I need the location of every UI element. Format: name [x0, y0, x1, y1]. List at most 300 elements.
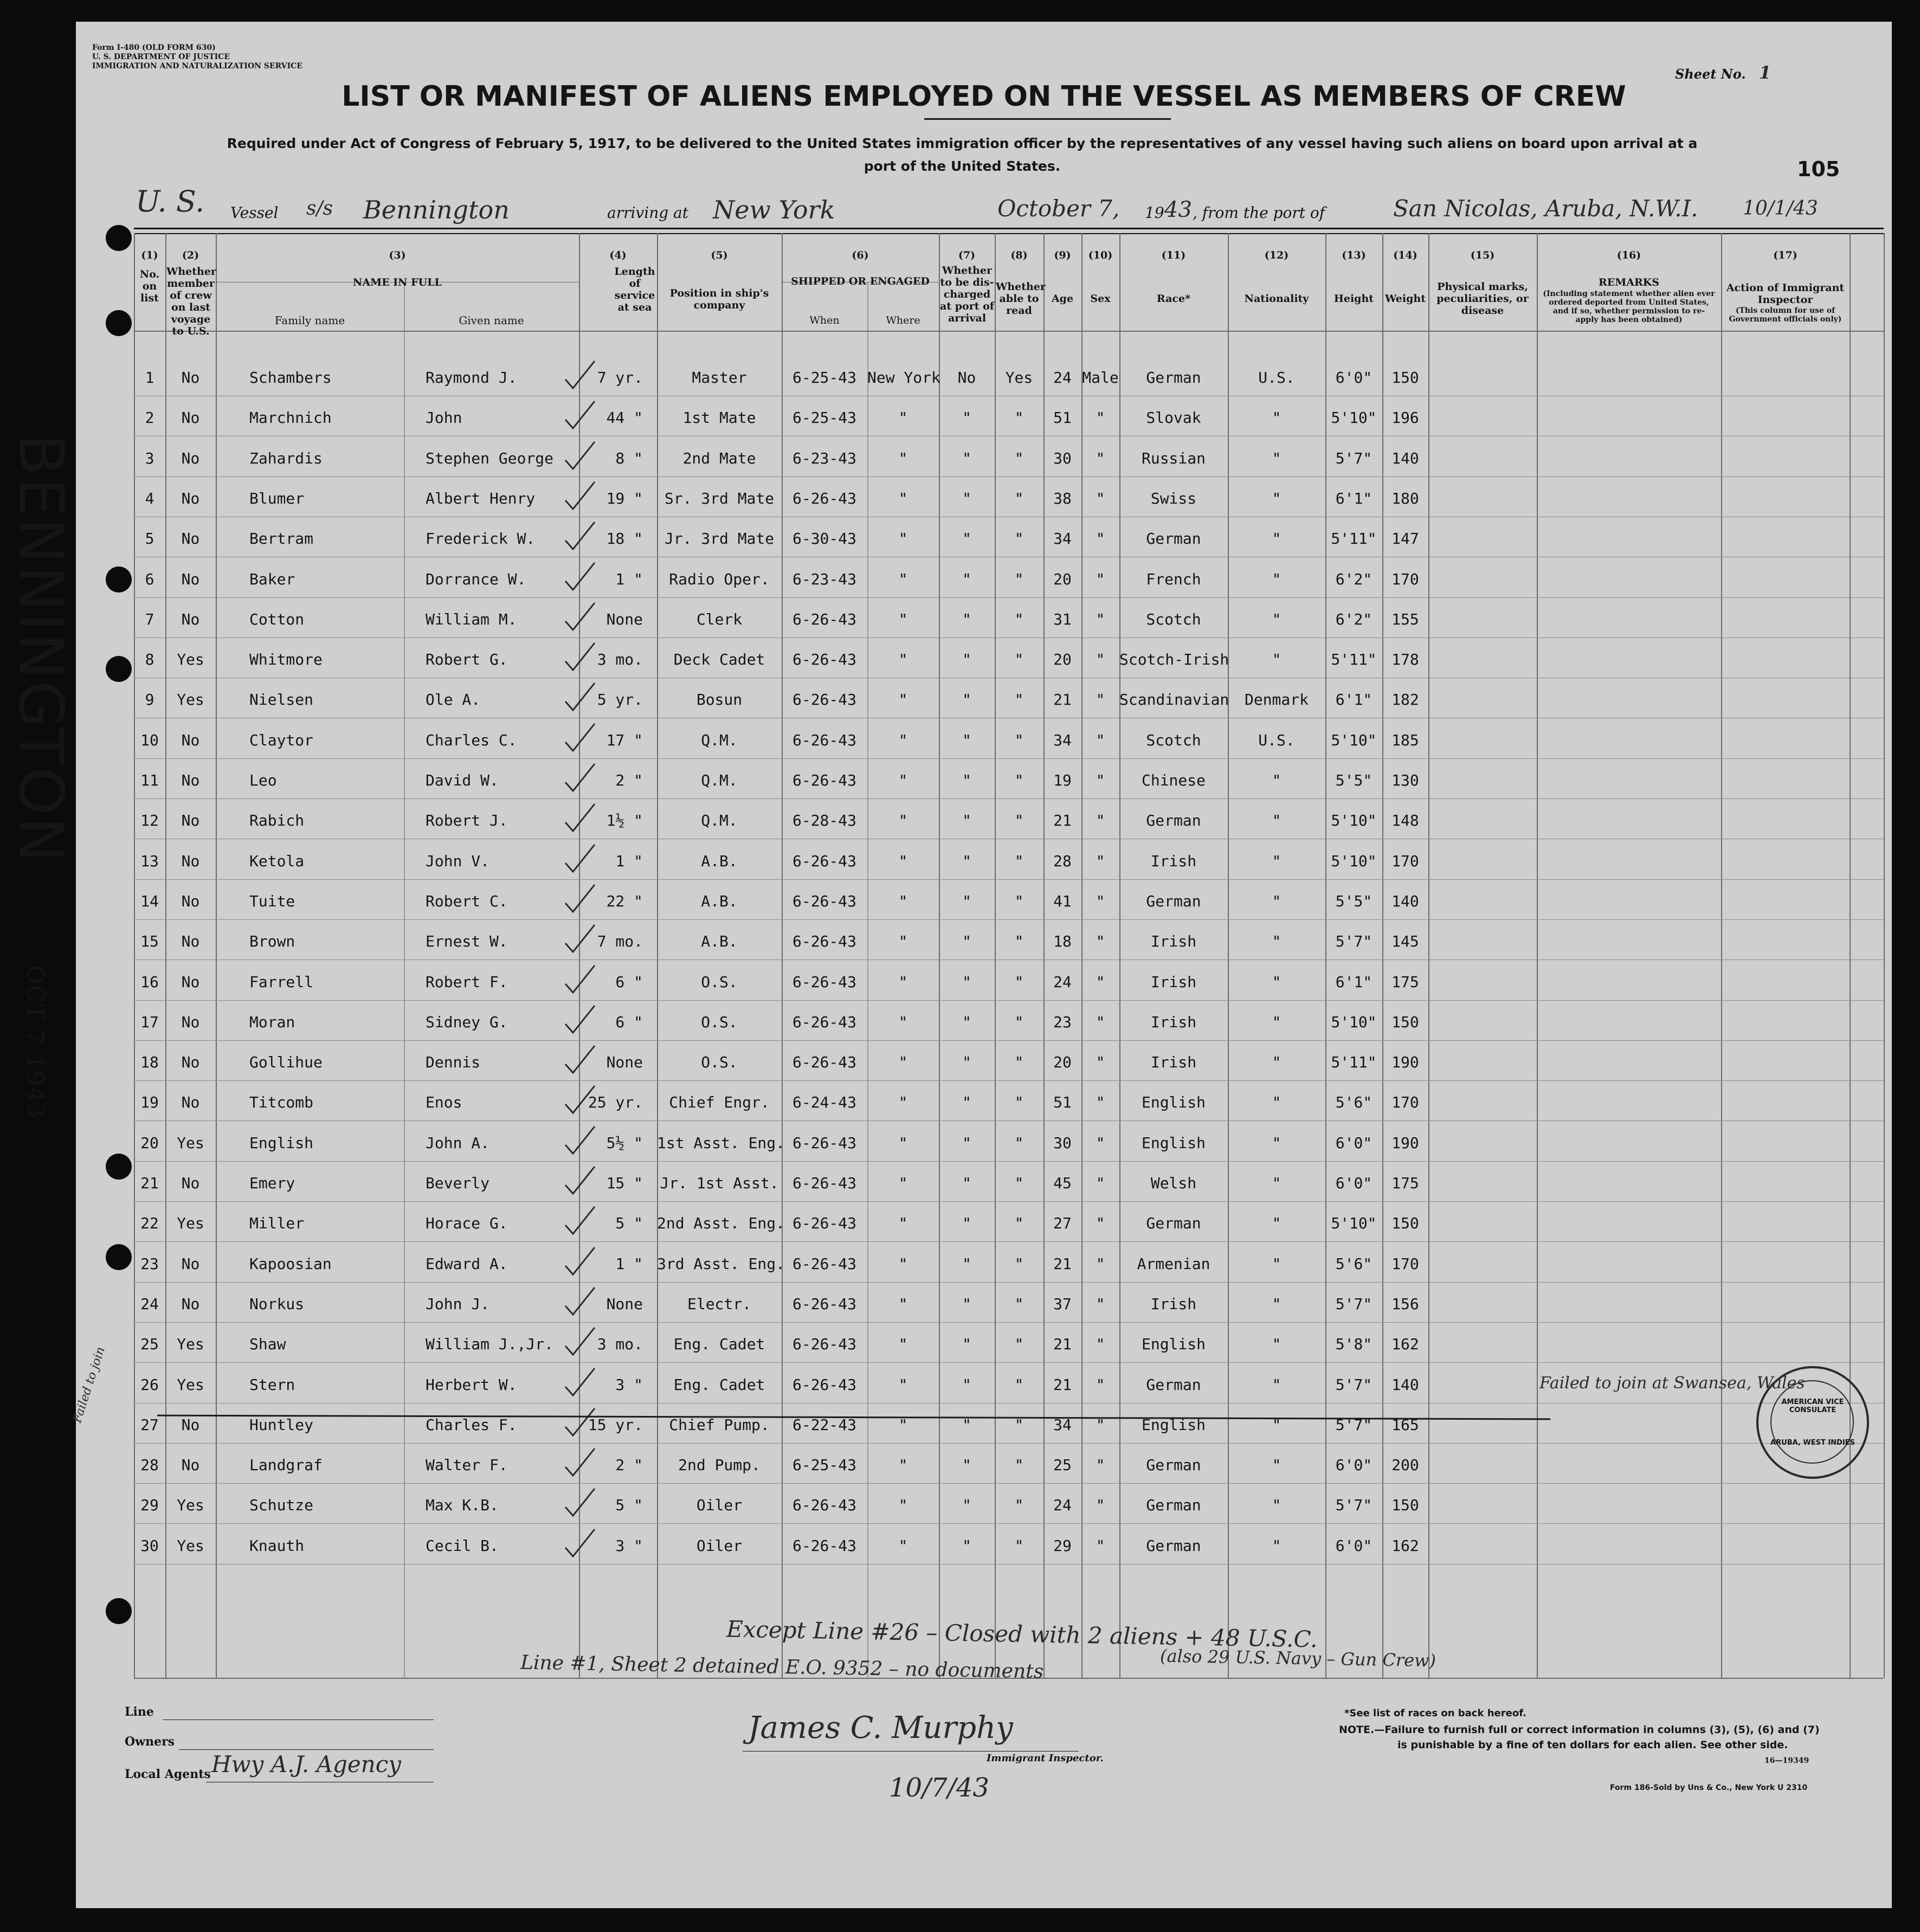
cell-age: 21	[1053, 1255, 1072, 1273]
cell-position: Chief Engr.	[669, 1093, 770, 1111]
cell-sex: "	[1096, 932, 1105, 950]
table-row	[76, 1295, 1892, 1317]
table-row	[76, 1376, 1892, 1398]
cell-height: 5'6"	[1335, 1255, 1373, 1273]
cell-age: 31	[1053, 610, 1072, 628]
cell-nationality: "	[1272, 490, 1281, 507]
cell-discharged: "	[962, 1416, 971, 1434]
cell-family-name: Schutze	[249, 1496, 314, 1514]
header-remarks-title: REMARKS	[1598, 276, 1660, 288]
cell-able-read: "	[1014, 1537, 1024, 1555]
cell-sex: "	[1096, 610, 1105, 628]
cell-sex: "	[1096, 973, 1105, 991]
cell-age: 20	[1053, 1053, 1072, 1071]
cell-race: Scotch	[1146, 731, 1201, 749]
cell-length-service: 6 "	[615, 973, 643, 991]
cell-family-name: Brown	[249, 932, 295, 950]
cell-last-voyage: No	[181, 1053, 200, 1071]
cell-when: 6-26-43	[792, 1537, 856, 1555]
cell-discharged: "	[962, 932, 971, 950]
cell-last-voyage: Yes	[177, 651, 204, 668]
cell-discharged: "	[962, 1174, 971, 1192]
cell-where: "	[898, 771, 908, 789]
cell-nationality: "	[1272, 1053, 1281, 1071]
row-rule	[134, 1000, 1884, 1001]
cell-weight: 140	[1391, 449, 1419, 467]
cell-sex: "	[1096, 1053, 1105, 1071]
cell-race: German	[1146, 1376, 1201, 1394]
cell-position: Clerk	[696, 610, 743, 628]
cell-height: 6'1"	[1335, 691, 1373, 709]
cell-nationality: "	[1272, 892, 1281, 910]
cell-discharged: "	[962, 1456, 971, 1474]
header-shipped: SHIPPED OR ENGAGED	[791, 275, 930, 287]
cell-when: 6-26-43	[792, 973, 856, 991]
manifest-sheet	[5, 22, 1892, 1908]
cell-nationality: "	[1272, 409, 1281, 427]
cell-line-no: 6	[145, 570, 154, 588]
cell-discharged: "	[962, 1335, 971, 1353]
cell-line-no: 13	[140, 852, 159, 870]
cell-height: 5'6"	[1335, 1093, 1373, 1111]
cell-nationality: "	[1272, 1134, 1281, 1152]
cell-height: 6'2"	[1335, 570, 1373, 588]
cell-discharged: "	[962, 1537, 971, 1555]
cell-where: "	[898, 1053, 908, 1071]
cell-race: Irish	[1150, 973, 1197, 991]
cell-race: Swiss	[1150, 490, 1197, 507]
cell-where: "	[898, 1376, 908, 1394]
cell-last-voyage: No	[181, 409, 200, 427]
cell-family-name: Schambers	[249, 369, 332, 387]
inspector-signature: James C. Murphy	[748, 1710, 1013, 1746]
cell-family-name: Norkus	[249, 1295, 305, 1313]
cell-when: 6-25-43	[792, 1456, 856, 1474]
row-rule	[134, 1161, 1884, 1162]
check-mark-icon	[561, 601, 599, 633]
cell-family-name: English	[249, 1134, 314, 1152]
cell-age: 29	[1053, 1537, 1072, 1555]
cell-position: 3rd Asst. Eng.	[657, 1255, 785, 1273]
cell-height: 5'8"	[1335, 1335, 1373, 1353]
cell-sex: "	[1096, 1335, 1105, 1353]
cell-height: 6'0"	[1335, 1537, 1373, 1555]
cell-able-read: "	[1014, 1013, 1024, 1031]
cell-last-voyage: Yes	[177, 1134, 204, 1152]
cell-length-service: 5 yr.	[597, 691, 643, 709]
check-mark-icon	[561, 1285, 599, 1318]
cell-able-read: "	[1014, 852, 1024, 870]
cell-length-service: 19 "	[606, 490, 643, 507]
cell-where: "	[898, 409, 908, 427]
table-row	[76, 691, 1892, 712]
cell-able-read: "	[1014, 651, 1024, 668]
row-rule	[134, 798, 1884, 799]
cell-discharged: "	[962, 852, 971, 870]
header-action: Action of Immigrant Inspector	[1726, 282, 1845, 306]
cell-nationality: "	[1272, 449, 1281, 467]
cell-family-name: Kapoosian	[249, 1255, 332, 1273]
cell-able-read: "	[1014, 530, 1024, 548]
cell-height: 5'10"	[1331, 1013, 1377, 1031]
cell-weight: 155	[1391, 610, 1419, 628]
cell-age: 34	[1053, 1416, 1072, 1434]
cell-nationality: "	[1272, 932, 1281, 950]
cell-height: 6'0"	[1335, 369, 1373, 387]
cell-race: German	[1146, 812, 1201, 829]
cell-discharged: "	[962, 812, 971, 829]
cell-sex: "	[1096, 1456, 1105, 1474]
cell-given-name: Stephen George	[426, 449, 554, 467]
cell-age: 34	[1053, 731, 1072, 749]
column-number: (11)	[1161, 249, 1186, 261]
cell-age: 18	[1053, 932, 1072, 950]
cell-where: "	[898, 651, 908, 668]
cell-height: 5'10"	[1331, 812, 1377, 829]
cell-line-no: 26	[140, 1376, 159, 1394]
check-mark-icon	[561, 1084, 599, 1116]
cell-discharged: "	[962, 892, 971, 910]
cell-height: 5'7"	[1335, 1376, 1373, 1394]
cell-given-name: John	[426, 409, 462, 427]
cell-last-voyage: Yes	[177, 1214, 204, 1232]
column-number: (9)	[1054, 249, 1071, 261]
cell-race: Irish	[1150, 852, 1197, 870]
cell-where: "	[898, 490, 908, 507]
column-number: (10)	[1088, 249, 1113, 261]
inspector-label: Immigrant Inspector.	[987, 1753, 1104, 1764]
cell-last-voyage: Yes	[177, 1496, 204, 1514]
cell-race: Armenian	[1137, 1255, 1210, 1273]
column-number: (14)	[1393, 249, 1418, 261]
cell-last-voyage: Yes	[177, 691, 204, 709]
cell-height: 6'0"	[1335, 1134, 1373, 1152]
column-number: (7)	[958, 249, 976, 261]
cell-nationality: "	[1272, 1416, 1281, 1434]
cell-race: German	[1146, 1496, 1201, 1514]
cell-line-no: 23	[140, 1255, 159, 1273]
margin-note: Failed to join	[70, 1345, 108, 1425]
cell-height: 5'10"	[1331, 731, 1377, 749]
cell-when: 6-26-43	[792, 651, 856, 668]
cell-given-name: John J.	[426, 1295, 490, 1313]
cell-height: 6'1"	[1335, 490, 1373, 507]
cell-last-voyage: No	[181, 1456, 200, 1474]
title-underline	[924, 118, 1171, 120]
row-rule	[134, 1362, 1884, 1363]
vessel-name-stamp: BENNINGTON	[5, 434, 76, 865]
cell-family-name: Huntley	[249, 1416, 314, 1434]
cell-discharged: "	[962, 691, 971, 709]
cell-where: "	[898, 852, 908, 870]
cell-where: "	[898, 932, 908, 950]
cell-last-voyage: No	[181, 490, 200, 507]
cell-race: Slovak	[1146, 409, 1201, 427]
cell-family-name: Stern	[249, 1376, 295, 1394]
column-number: (13)	[1342, 249, 1366, 261]
cell-sex: "	[1096, 530, 1105, 548]
cell-discharged: "	[962, 530, 971, 548]
vessel-label: Vessel	[230, 204, 279, 222]
cell-able-read: "	[1014, 1376, 1024, 1394]
cell-age: 34	[1053, 530, 1072, 548]
cell-height: 6'2"	[1335, 610, 1373, 628]
cell-age: 51	[1053, 1093, 1072, 1111]
cell-where: "	[898, 1255, 908, 1273]
form-id-block	[92, 43, 302, 71]
header-member-last-voyage: Whether member of crew on last voyage to U.S.	[166, 266, 216, 337]
cell-where: "	[898, 610, 908, 628]
header-position: Position in ship's company	[669, 287, 769, 311]
cell-family-name: Marchnich	[249, 409, 332, 427]
year-prefix: 19	[1145, 204, 1164, 222]
cell-sex: "	[1096, 1295, 1105, 1313]
cell-race: Welsh	[1150, 1174, 1197, 1192]
cell-height: 5'10"	[1331, 1214, 1377, 1232]
cell-able-read: "	[1014, 610, 1024, 628]
cell-line-no: 21	[140, 1174, 159, 1192]
cell-discharged: "	[962, 409, 971, 427]
header-when: When	[809, 314, 840, 326]
cell-given-name: Frederick W.	[426, 530, 536, 548]
cell-nationality: "	[1272, 1093, 1281, 1111]
cell-age: 30	[1053, 449, 1072, 467]
cell-sex: "	[1096, 1214, 1105, 1232]
cell-when: 6-23-43	[792, 449, 856, 467]
cell-weight: 150	[1391, 1496, 1419, 1514]
column-number: (6)	[852, 249, 869, 261]
row-rule	[134, 476, 1884, 477]
table-row	[76, 731, 1892, 753]
cell-given-name: Beverly	[426, 1174, 490, 1192]
cell-age: 21	[1053, 1376, 1072, 1394]
cell-last-voyage: No	[181, 610, 200, 628]
cell-discharged: No	[957, 369, 976, 387]
nota-line: is punishable by a fine of ten dollars for each alien. See other side.	[1397, 1739, 1788, 1751]
cell-line-no: 9	[145, 691, 154, 709]
cell-last-voyage: No	[181, 1174, 200, 1192]
cell-able-read: "	[1014, 771, 1024, 789]
cell-family-name: Nielsen	[249, 691, 314, 709]
cell-where: "	[898, 1537, 908, 1555]
cell-when: 6-24-43	[792, 1093, 856, 1111]
cell-age: 21	[1053, 691, 1072, 709]
check-mark-icon	[561, 641, 599, 673]
cell-able-read: "	[1014, 1174, 1024, 1192]
cell-length-service: 22 "	[606, 892, 643, 910]
arriving-port: New York	[713, 195, 835, 224]
cell-position: Sr. 3rd Mate	[664, 490, 775, 507]
cell-race: English	[1141, 1335, 1206, 1353]
cell-remarks: Failed to join at Swansea, Wales	[1539, 1374, 1805, 1393]
cell-age: 24	[1053, 1496, 1072, 1514]
check-mark-icon	[561, 1446, 599, 1479]
cell-given-name: John A.	[426, 1134, 490, 1152]
table-row	[76, 449, 1892, 471]
table-row	[76, 490, 1892, 511]
cell-weight: 196	[1391, 409, 1419, 427]
cell-where: "	[898, 1093, 908, 1111]
cell-last-voyage: Yes	[177, 1537, 204, 1555]
table-row	[76, 1537, 1892, 1559]
cell-race: German	[1146, 1214, 1201, 1232]
table-row	[76, 651, 1892, 672]
cell-age: 24	[1053, 369, 1072, 387]
cell-given-name: Ernest W.	[426, 932, 508, 950]
check-mark-icon	[561, 399, 599, 432]
check-mark-icon	[561, 1486, 599, 1519]
cell-height: 5'11"	[1331, 530, 1377, 548]
cell-nationality: "	[1272, 771, 1281, 789]
cell-weight: 140	[1391, 892, 1419, 910]
table-row	[76, 369, 1892, 390]
header-family-name: Family name	[274, 314, 345, 327]
from-port: San Nicolas, Aruba, N.W.I.	[1393, 195, 1698, 222]
cell-when: 6-26-43	[792, 1335, 856, 1353]
cell-age: 19	[1053, 771, 1072, 789]
cell-where: "	[898, 449, 908, 467]
cell-length-service: 15 "	[606, 1174, 643, 1192]
cell-last-voyage: No	[181, 812, 200, 829]
cell-length-service: None	[606, 610, 643, 628]
cell-able-read: "	[1014, 490, 1024, 507]
cell-able-read: "	[1014, 812, 1024, 829]
cell-able-read: Yes	[1005, 369, 1033, 387]
stamp-text: AMERICAN VICE CONSULATE	[1781, 1398, 1844, 1414]
cell-weight: 185	[1391, 731, 1419, 749]
cell-where: "	[898, 1456, 908, 1474]
check-mark-icon	[561, 440, 599, 472]
column-number: (5)	[711, 249, 728, 261]
cell-position: O.S.	[701, 973, 738, 991]
cell-nationality: "	[1272, 852, 1281, 870]
cell-discharged: "	[962, 1013, 971, 1031]
cell-where: "	[898, 731, 908, 749]
cell-given-name: Herbert W.	[426, 1376, 517, 1394]
cell-sex: "	[1096, 812, 1105, 829]
cell-age: 37	[1053, 1295, 1072, 1313]
cell-when: 6-26-43	[792, 1496, 856, 1514]
row-rule	[134, 1523, 1884, 1524]
table-row	[76, 852, 1892, 874]
cell-length-service: 17 "	[606, 731, 643, 749]
cell-family-name: Gollihue	[249, 1053, 323, 1071]
cell-race: Irish	[1150, 932, 1197, 950]
cell-line-no: 27	[140, 1416, 159, 1434]
cell-race: Chinese	[1141, 771, 1206, 789]
form-id-line: U. S. DEPARTMENT OF JUSTICE	[92, 53, 230, 61]
cell-sex: "	[1096, 490, 1105, 507]
stamp-inner-ring	[1770, 1380, 1854, 1464]
row-rule	[134, 1241, 1884, 1242]
cell-length-service: 3 mo.	[597, 1335, 643, 1353]
cell-given-name: Robert J.	[426, 812, 508, 829]
cell-line-no: 3	[145, 449, 154, 467]
cell-given-name: Horace G.	[426, 1214, 508, 1232]
cell-discharged: "	[962, 570, 971, 588]
header-able-read: Whether able to read	[996, 281, 1046, 317]
cell-when: 6-26-43	[792, 1214, 856, 1232]
cell-line-no: 30	[140, 1537, 159, 1555]
cell-age: 27	[1053, 1214, 1072, 1232]
cell-when: 6-26-43	[792, 1376, 856, 1394]
cell-length-service: 8 "	[615, 449, 643, 467]
table-row	[76, 973, 1892, 995]
cell-able-read: "	[1014, 1134, 1024, 1152]
header-discharged: Whether to be dis-charged at port of arrival	[940, 265, 994, 324]
us-mark: U. S.	[136, 184, 205, 218]
form-id-line: IMMIGRATION AND NATURALIZATION SERVICE	[92, 62, 302, 70]
table-row	[76, 409, 1892, 430]
header-remarks-note: (Including statement whether alien ever ordered deported from United States, and if so, whether permission to re-apply has been obtained)	[1543, 289, 1715, 324]
cell-family-name: Bertram	[249, 530, 314, 548]
cell-age: 20	[1053, 651, 1072, 668]
check-mark-icon	[561, 1003, 599, 1036]
cell-age: 24	[1053, 973, 1072, 991]
check-mark-icon	[561, 1044, 599, 1076]
column-number: (17)	[1773, 249, 1797, 261]
cell-line-no: 28	[140, 1456, 159, 1474]
check-mark-icon	[561, 520, 599, 552]
cell-family-name: Titcomb	[249, 1093, 314, 1111]
cell-age: 20	[1053, 570, 1072, 588]
cell-discharged: "	[962, 610, 971, 628]
cell-position: Q.M.	[701, 812, 738, 829]
table-row	[76, 892, 1892, 914]
cell-given-name: Walter F.	[426, 1456, 508, 1474]
nota-line: NOTE.—Failure to furnish full or correct information in columns (3), (5), (6) and (7)	[1339, 1724, 1820, 1736]
cell-discharged: "	[962, 651, 971, 668]
cell-height: 5'11"	[1331, 1053, 1377, 1071]
cell-length-service: 3 mo.	[597, 651, 643, 668]
cell-able-read: "	[1014, 892, 1024, 910]
cell-nationality: "	[1272, 1013, 1281, 1031]
cell-last-voyage: No	[181, 1295, 200, 1313]
cell-line-no: 4	[145, 490, 154, 507]
cell-length-service: 25 yr.	[588, 1093, 643, 1111]
cell-where: "	[898, 1013, 908, 1031]
cell-weight: 170	[1391, 852, 1419, 870]
agents-value: Hwy A.J. Agency	[211, 1751, 401, 1778]
cell-nationality: "	[1272, 530, 1281, 548]
cell-nationality: "	[1272, 1214, 1281, 1232]
cell-last-voyage: No	[181, 852, 200, 870]
column-number: (3)	[389, 249, 406, 261]
races-note: *See list of races on back hereof.	[1344, 1708, 1526, 1719]
cell-line-no: 19	[140, 1093, 159, 1111]
cell-when: 6-26-43	[792, 1053, 856, 1071]
cell-length-service: 5 "	[615, 1496, 643, 1514]
cell-height: 5'10"	[1331, 852, 1377, 870]
page-number: 105	[1797, 157, 1840, 181]
vessel-prefix: s/s	[306, 197, 333, 220]
table-row	[76, 1214, 1892, 1236]
cell-race: Irish	[1150, 1295, 1197, 1313]
cell-last-voyage: No	[181, 1013, 200, 1031]
cell-able-read: "	[1014, 731, 1024, 749]
cell-height: 6'0"	[1335, 1174, 1373, 1192]
cell-able-read: "	[1014, 1093, 1024, 1111]
row-rule	[134, 879, 1884, 880]
cell-family-name: Ketola	[249, 852, 305, 870]
cell-weight: 170	[1391, 1255, 1419, 1273]
check-mark-icon	[561, 359, 599, 391]
table-row	[76, 1134, 1892, 1156]
cell-when: 6-26-43	[792, 490, 856, 507]
cell-able-read: "	[1014, 409, 1024, 427]
cell-position: O.S.	[701, 1053, 738, 1071]
cell-given-name: Enos	[426, 1093, 462, 1111]
